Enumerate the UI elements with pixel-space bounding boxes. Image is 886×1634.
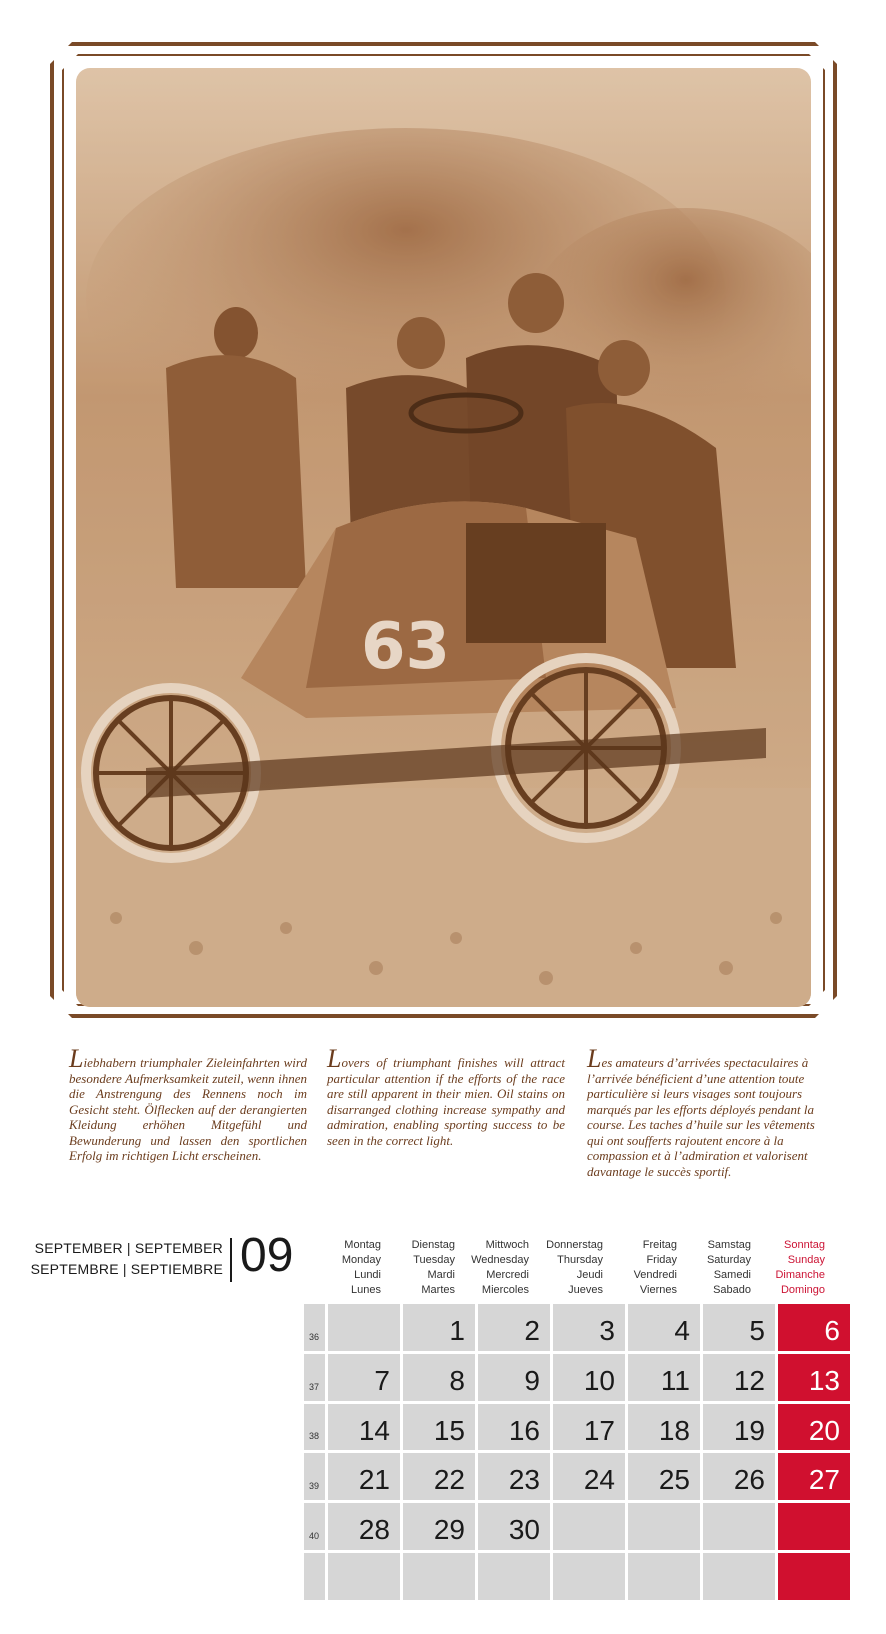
weekday-en: Friday [646, 1254, 677, 1266]
calendar-day: 24 [553, 1453, 625, 1500]
weekday-es: Martes [421, 1284, 455, 1296]
caption-german: Liebhabern triumphaler Zieleinfahrten wird besondere Aufmerksamkeit zuteil, wenn ihnen die Anstrengung des Rennens noch im Gesicht steht. Ölflecken auf der derangierten Kleidung erhöhen Mitgefühl und Bewunderung und lassen den sportlichen Erfolg im richtigen Licht erscheinen. [69, 1044, 307, 1163]
calendar-day-sunday: 27 [778, 1453, 850, 1500]
month-name-line-2: SEPTEMBRE | SEPTIEMBRE [30, 1261, 223, 1277]
weekday-fr: Lundi [354, 1269, 381, 1281]
calendar-day [628, 1553, 700, 1600]
calendar-day-sunday: 20 [778, 1404, 850, 1451]
calendar-day: 2 [478, 1304, 550, 1351]
calendar-day: 15 [403, 1404, 475, 1451]
week-number-label: 36 [309, 1331, 320, 1342]
week-number-label: 38 [309, 1431, 320, 1442]
week-number-label: 39 [309, 1481, 320, 1492]
weekday-de: Freitag [642, 1239, 677, 1251]
calendar-day: 30 [478, 1503, 550, 1550]
weekday-en: Sunday [787, 1254, 825, 1266]
race-car-illustration [76, 68, 811, 1007]
weekday-en: Tuesday [413, 1254, 455, 1266]
weekday-de: Mittwoch [485, 1239, 529, 1251]
calendar-day: 18 [628, 1404, 700, 1451]
month-names [30, 1238, 223, 1280]
weekday-en: Thursday [557, 1254, 603, 1266]
weekday-fr: Mercredi [486, 1269, 529, 1281]
calendar-day: 3 [553, 1304, 625, 1351]
vintage-race-car-photo [76, 68, 811, 1007]
calendar-day: 14 [328, 1404, 400, 1451]
calendar-day: 16 [478, 1404, 550, 1451]
calendar-day-sunday [778, 1503, 850, 1550]
weekday-de: Montag [344, 1239, 381, 1251]
calendar-day: 11 [628, 1354, 700, 1401]
weekday-header-monday [301, 1238, 381, 1298]
week-number [304, 1553, 325, 1600]
weekday-fr: Jeudi [576, 1269, 603, 1281]
weekday-fr: Dimanche [775, 1269, 825, 1281]
week-number [304, 1404, 325, 1451]
weekday-header-sunday [745, 1238, 825, 1298]
weekday-header-friday [597, 1238, 677, 1298]
car-number: 63 [361, 610, 451, 684]
month-divider [230, 1238, 232, 1282]
week-number [304, 1503, 325, 1550]
weekday-header-saturday [671, 1238, 751, 1298]
calendar-day: 23 [478, 1453, 550, 1500]
month-name-line-1: SEPTEMBER | SEPTEMBER [34, 1240, 223, 1256]
weekday-es: Sabado [713, 1284, 751, 1296]
calendar-day: 29 [403, 1503, 475, 1550]
calendar-day: 9 [478, 1354, 550, 1401]
calendar-day: 22 [403, 1453, 475, 1500]
calendar-day: 10 [553, 1354, 625, 1401]
calendar-day: 4 [628, 1304, 700, 1351]
weekday-de: Samstag [707, 1239, 751, 1251]
calendar-day: 26 [703, 1453, 775, 1500]
calendar-day-sunday: 6 [778, 1304, 850, 1351]
weekday-fr: Samedi [713, 1269, 751, 1281]
month-number: 09 [240, 1229, 294, 1282]
calendar-day [553, 1503, 625, 1550]
weekday-fr: Vendredi [633, 1269, 677, 1281]
caption-english: Lovers of triumphant finishes will attract particular attention if the efforts of the race are still apparent in their mien. Oil stains on disarranged clothing increase sympathy and admiration, enabling sporting success to be seen in the correct light. [327, 1044, 565, 1148]
calendar-day: 1 [403, 1304, 475, 1351]
weekday-de: Sonntag [784, 1239, 825, 1251]
weekday-header-wednesday [449, 1238, 529, 1298]
calendar-day-sunday: 13 [778, 1354, 850, 1401]
calendar-day: 8 [403, 1354, 475, 1401]
calendar-day [328, 1304, 400, 1351]
weekday-es: Viernes [639, 1284, 677, 1296]
calendar-day: 12 [703, 1354, 775, 1401]
calendar-day [703, 1503, 775, 1550]
calendar-day: 25 [628, 1453, 700, 1500]
weekday-es: Lunes [351, 1284, 381, 1296]
weekday-es: Jueves [568, 1284, 603, 1296]
week-number [304, 1453, 325, 1500]
calendar-day: 28 [328, 1503, 400, 1550]
week-number-label: 37 [309, 1381, 320, 1392]
calendar-day: 7 [328, 1354, 400, 1401]
weekday-fr: Mardi [427, 1269, 455, 1281]
caption-french: Les amateurs d’arrivées spectaculaires à l’arrivée bénéficient d’une attention toute particulière si leurs visages sont toujours marqués par les efforts déployés pendant la course. Les taches d’huile sur les vêtements qui ont soufferts rajoutent encore à la compassion et à l’admiration et valorisent davantage le succès sportif. [587, 1044, 815, 1179]
calendar-grid [304, 1304, 850, 1600]
week-number [304, 1354, 325, 1401]
weekday-de: Donnerstag [546, 1239, 603, 1251]
weekday-de: Dienstag [411, 1239, 455, 1251]
calendar-day [553, 1553, 625, 1600]
calendar-day: 5 [703, 1304, 775, 1351]
weekday-en: Saturday [706, 1254, 751, 1266]
week-number [304, 1304, 325, 1351]
calendar-day [328, 1553, 400, 1600]
calendar-day-sunday [778, 1553, 850, 1600]
calendar-day [478, 1553, 550, 1600]
calendar-day [628, 1503, 700, 1550]
calendar-day: 19 [703, 1404, 775, 1451]
weekday-es: Miercoles [481, 1284, 529, 1296]
weekday-es: Domingo [780, 1284, 825, 1296]
calendar-day [703, 1553, 775, 1600]
weekday-header-thursday [523, 1238, 603, 1298]
weekday-header-tuesday [375, 1238, 455, 1298]
calendar-day [403, 1553, 475, 1600]
weekday-en: Monday [341, 1254, 381, 1266]
calendar-day: 21 [328, 1453, 400, 1500]
calendar-day: 17 [553, 1404, 625, 1451]
weekday-en: Wednesday [471, 1254, 529, 1266]
week-number-label: 40 [309, 1531, 320, 1542]
